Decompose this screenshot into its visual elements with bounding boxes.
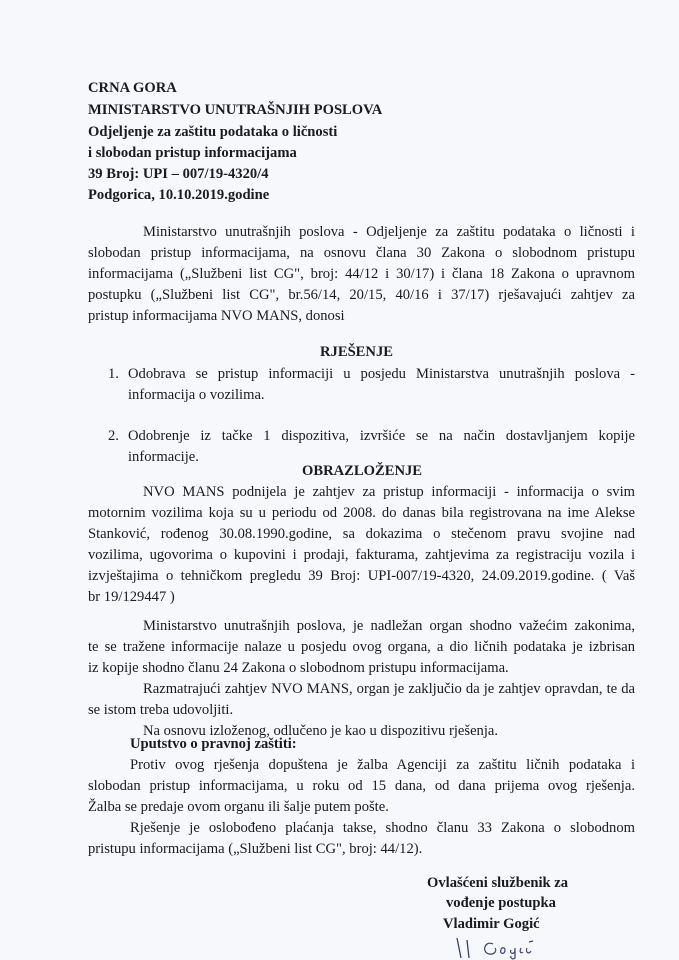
item-line: informacije.	[128, 449, 199, 465]
intro-line: pristup informacijama NVO MANS, donosi	[88, 308, 345, 324]
handwritten-signature	[455, 936, 565, 960]
signature-name: Vladimir Gogić	[443, 916, 540, 932]
reasoning-line: Ministarstvo unutrašnjih poslova, je nadležan organ shodno važećim zakonima,	[143, 618, 635, 634]
header-department: Odjeljenje za zaštitu podataka o ličnosti	[88, 124, 338, 140]
reasoning-line: NVO MANS podnijela je zahtjev za pristup informaciji - informacija o svim	[143, 484, 635, 500]
item-number: 1.	[108, 366, 119, 382]
reasoning-line: izvještajima o tehničkom pregledu 39 Broj: UPI-007/19-4320, 24.09.2019.godine. ( Vaš	[88, 568, 635, 584]
intro-line: slobodan pristup informacijama, na osnovu člana 30 Zakona o slobodnom pristupu	[88, 245, 635, 261]
item-number: 2.	[108, 428, 119, 444]
reasoning-line: se istom treba udovoljiti.	[88, 702, 234, 718]
header-date: Podgorica, 10.10.2019.godine	[88, 187, 270, 203]
intro-line: informacijama („Službeni list CG", broj: 44/12 i 30/17) i člana 18 Zakona o upravnom	[88, 266, 635, 282]
item-line: informacija o vozilima.	[128, 387, 265, 403]
legal-remedy-line: pristupu informacijama („Službeni list CG", broj: 44/12).	[88, 841, 423, 857]
legal-remedy-line: Protiv ovog rješenja dopuštena je žalba Agenciji za zaštitu ličnih podataka i	[130, 757, 635, 773]
reasoning-line: motornim vozilima koja su u periodu od 2008. do danas bila registrovana na ime Alekse	[88, 505, 635, 521]
reasoning-line: vozilima, ugovorima o kupovini i prodaji, fakturama, zahtjevima za registraciju vozila i	[88, 547, 635, 563]
reasoning-line: iz kopije shodno članu 24 Zakona o slobodnom pristupu informacijama.	[88, 660, 509, 676]
intro-line: postupku („Službeni list CG", br.56/14, 20/15, 40/16 i 37/17) rješavajući zahtjev za	[88, 287, 635, 303]
reasoning-conclusion: Na osnovu izloženog, odlučeno je kao u dispozitivu rješenja.	[143, 723, 499, 739]
legal-remedy-line: Žalba se predaje ovom organu ili šalje putem pošte.	[88, 799, 389, 815]
decision-title: RJEŠENJE	[320, 344, 393, 360]
legal-remedy-title: Uputstvo o pravnoj zaštiti:	[130, 736, 297, 752]
header-case-number: 39 Broj: UPI – 007/19-4320/4	[88, 166, 269, 182]
reasoning-title: OBRAZLOŽENJE	[302, 463, 423, 479]
item-line: Odobrava se pristup informaciji u posjedu Ministarstva unutrašnjih poslova -	[128, 366, 635, 382]
reasoning-line: br 19/129447 )	[88, 589, 175, 605]
header-ministry: MINISTARSTVO UNUTRAŠNJIH POSLOVA	[88, 102, 383, 118]
reasoning-line: te se tražene informacije nalaze u posjedu ovog organa, a dio ličnih podataka je izbrisan	[88, 639, 635, 655]
legal-remedy-line: Rješenje je oslobođeno plaćanja takse, shodno članu 33 Zakona o slobodnom	[130, 820, 635, 836]
item-line: Odobrenje iz tačke 1 dispozitiva, izvršiće se na način dostavljanjem kopije	[128, 428, 635, 444]
header-department-cont: i slobodan pristup informacijama	[88, 145, 297, 161]
signature-role: Ovlašćeni službenik za	[427, 875, 569, 891]
signature-role-cont: vođenje postupka	[446, 895, 556, 911]
legal-remedy-line: slobodan pristup informacijama, u roku od 15 dana, od dana prijema ovog rješenja.	[88, 778, 635, 794]
intro-line: Ministarstvo unutrašnjih poslova - Odjeljenje za zaštitu podataka o ličnosti i	[143, 224, 635, 240]
reasoning-line: Razmatrajući zahtjev NVO MANS, organ je zaključio da je zahtjev opravdan, te da	[143, 681, 635, 697]
header-country: CRNA GORA	[88, 80, 177, 96]
reasoning-line: Stanković, rođenog 30.08.1990.godine, sa dokazima o stečenom pravu svojine nad	[88, 526, 635, 542]
